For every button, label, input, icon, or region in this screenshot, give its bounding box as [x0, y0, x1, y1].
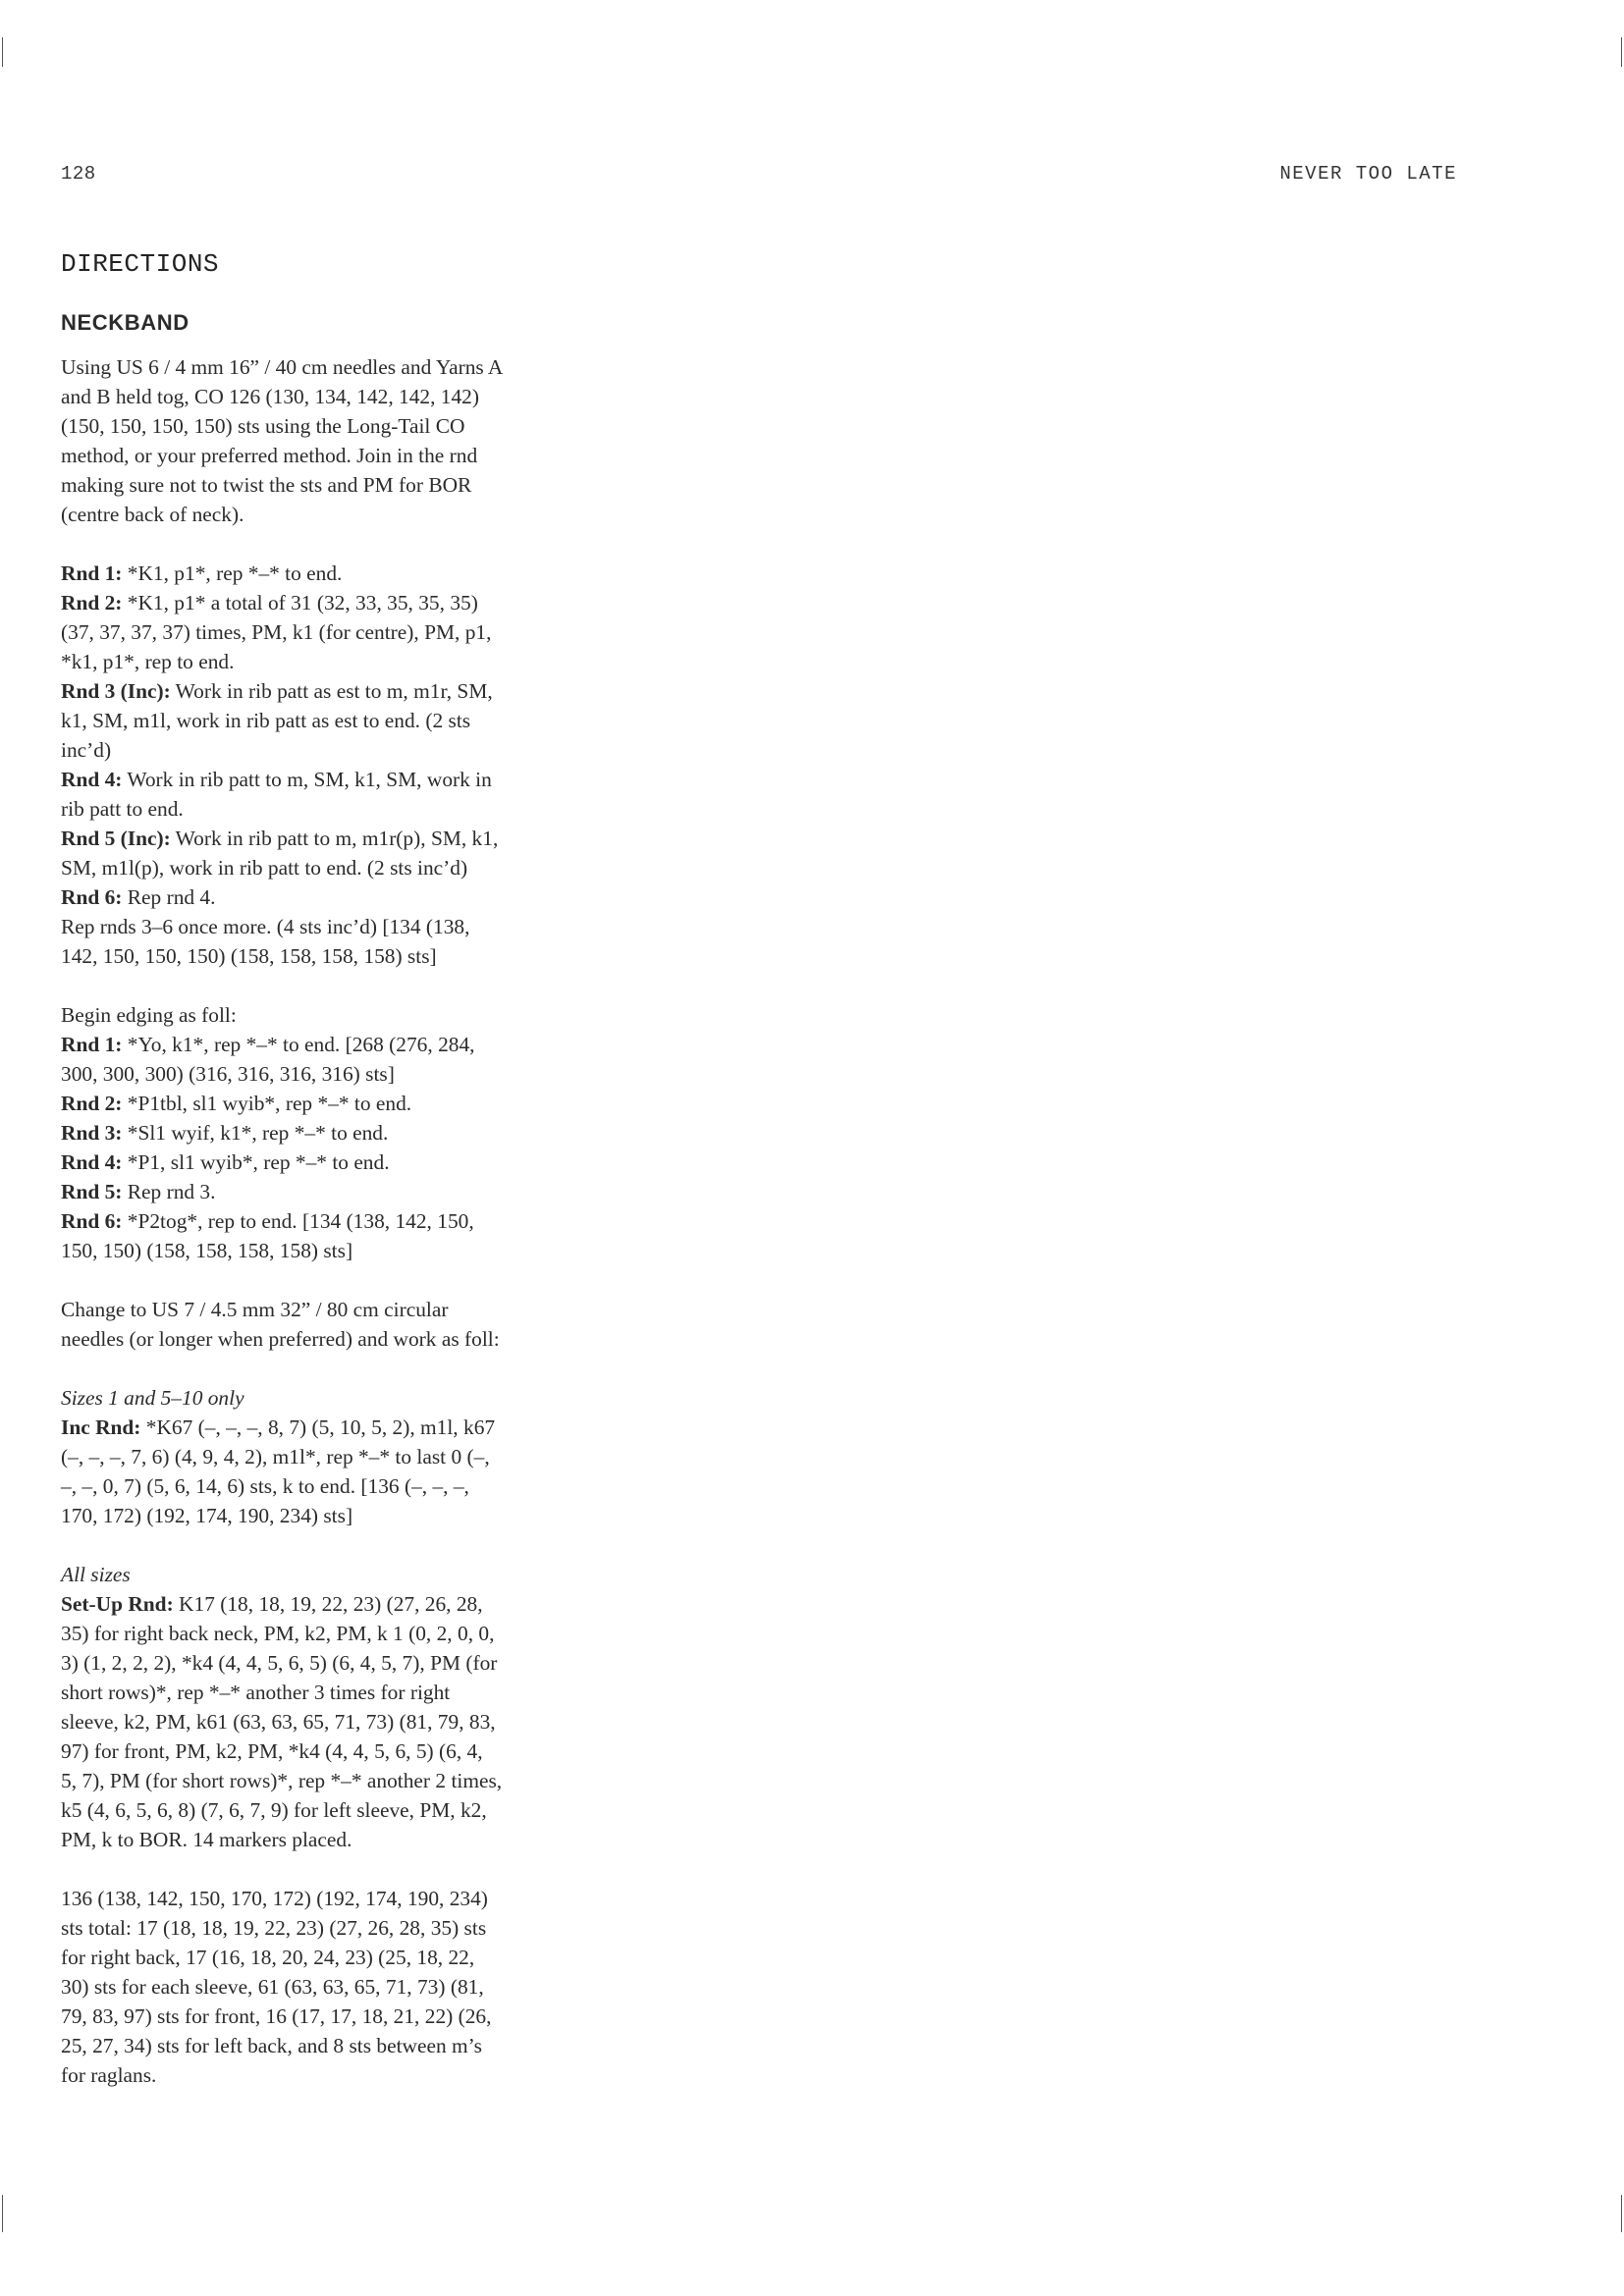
rnd-6: Rnd 6: Rep rnd 4. — [61, 885, 216, 909]
neckband-totals: 136 (138, 142, 150, 170, 172) (192, 174, 190, 234) sts total: 17 (18, 18, 19, 22, 23) (27, 26, 28, 35) sts for right back, 17 (16, 18, 20, 24, 23) (25, 18, 22, 30) sts for each sleeve, 61 (63, 63, 65, 71, 73) (81, 79, 83, 97) sts for front, 16 (17, 17, 18, 21, 22) (26, 25, 27, 34) sts for left back, and 8 sts between m’s for raglans. — [61, 1887, 492, 2087]
all-sizes: All sizes — [61, 1563, 131, 1586]
rnd-1: Rnd 1: *K1, p1*, rep *–* to end. — [61, 561, 343, 585]
section-title: DIRECTIONS — [61, 249, 220, 279]
rnd-4: Rnd 4: Work in rib patt to m, SM, k1, SM, work in rib patt to end. — [61, 768, 492, 821]
edging-intro: Begin edging as foll: — [61, 1003, 237, 1027]
edging-rnd-6: Rnd 6: *P2tog*, rep to end. [134 (138, 142, 150, 150, 150) (158, 158, 158, 158) sts] — [61, 1209, 474, 1262]
edging-rnd-1: Rnd 1: *Yo, k1*, rep *–* to end. [268 (276, 284, 300, 300, 300) (316, 316, 316, 316) sts] — [61, 1033, 475, 1086]
edging-rnd-3: Rnd 3: *Sl1 wyif, k1*, rep *–* to end. — [61, 1121, 389, 1145]
crop-mark-top-left — [2, 37, 3, 67]
change-needles: Change to US 7 / 4.5 mm 32” / 80 cm circular needles (or longer when preferred) and work as foll: — [61, 1298, 500, 1351]
crop-mark-bottom-right — [1621, 2195, 1622, 2232]
crop-mark-top-right — [1621, 37, 1622, 67]
repeat-note: Rep rnds 3–6 once more. (4 sts inc’d) [134 (138, 142, 150, 150, 150) (158, 158, 158, 158) sts] — [61, 915, 470, 968]
setup-rnd: Set-Up Rnd: K17 (18, 18, 19, 22, 23) (27, 26, 28, 35) for right back neck, PM, k2, PM, k 1 (0, 2, 0, 0, 3) (1, 2, 2, 2), *k4 (4, 4, 5, 6, 5) (6, 4, 5, 7), PM (for short rows)*, rep *–* another 3 times for right sleeve, k2, PM, k61 (63, 63, 65, 71, 73) (81, 79, 83, 97) for front, PM, k2, PM, *k4 (4, 4, 5, 6, 5) (6, 4, 5, 7), PM (for short rows)*, rep *–* another 2 times, k5 (4, 6, 5, 6, 8) (7, 6, 7, 9) for left sleeve, PM, k2, PM, k to BOR. 14 markers placed. — [61, 1592, 503, 1851]
edging-rnd-2: Rnd 2: *P1tbl, sl1 wyib*, rep *–* to end. — [61, 1092, 412, 1115]
rnd-2: Rnd 2: *K1, p1* a total of 31 (32, 33, 35, 35, 35) (37, 37, 37, 37) times, PM, k1 (for centre), PM, p1, *k1, p1*, rep to end. — [61, 591, 492, 673]
sizes-note: Sizes 1 and 5–10 only — [61, 1386, 244, 1410]
edging-rnd-4: Rnd 4: *P1, sl1 wyib*, rep *–* to end. — [61, 1150, 390, 1174]
inc-rnd: Inc Rnd: *K67 (–, –, –, 8, 7) (5, 10, 5, 2), m1l, k67 (–, –, –, 7, 6) (4, 9, 4, 2), m1l*, rep *–* to last 0 (–, –, –, 0, 7) (5, 6, 14, 6) sts, k to end. [136 (–, –, –, 170, 172) (192, 174, 190, 234) sts] — [61, 1415, 496, 1527]
rnd-5: Rnd 5 (Inc): Work in rib patt to m, m1r(p), SM, k1, SM, m1l(p), work in rib patt to end. (2 sts inc’d) — [61, 827, 499, 880]
page-number: 128 — [61, 163, 96, 185]
neckband-heading: NECKBAND — [61, 310, 189, 335]
running-head: NEVER TOO LATE — [1279, 163, 1457, 185]
rnd-3: Rnd 3 (Inc): Work in rib patt as est to m, m1r, SM, k1, SM, m1l, work in rib patt as est to end. (2 sts inc’d) — [61, 679, 493, 762]
edging-rnd-5: Rnd 5: Rep rnd 3. — [61, 1180, 216, 1203]
neckband-intro: Using US 6 / 4 mm 16” / 40 cm needles and Yarns A and B held tog, CO 126 (130, 134, 142, 142, 142) (150, 150, 150, 150) sts using the Long-Tail CO method, or your preferred method. Join in the rnd making sure not to twist the sts and PM for BOR (centre back of neck). — [61, 355, 503, 526]
crop-mark-bottom-left — [2, 2195, 3, 2232]
column-1 — [61, 249, 503, 2090]
